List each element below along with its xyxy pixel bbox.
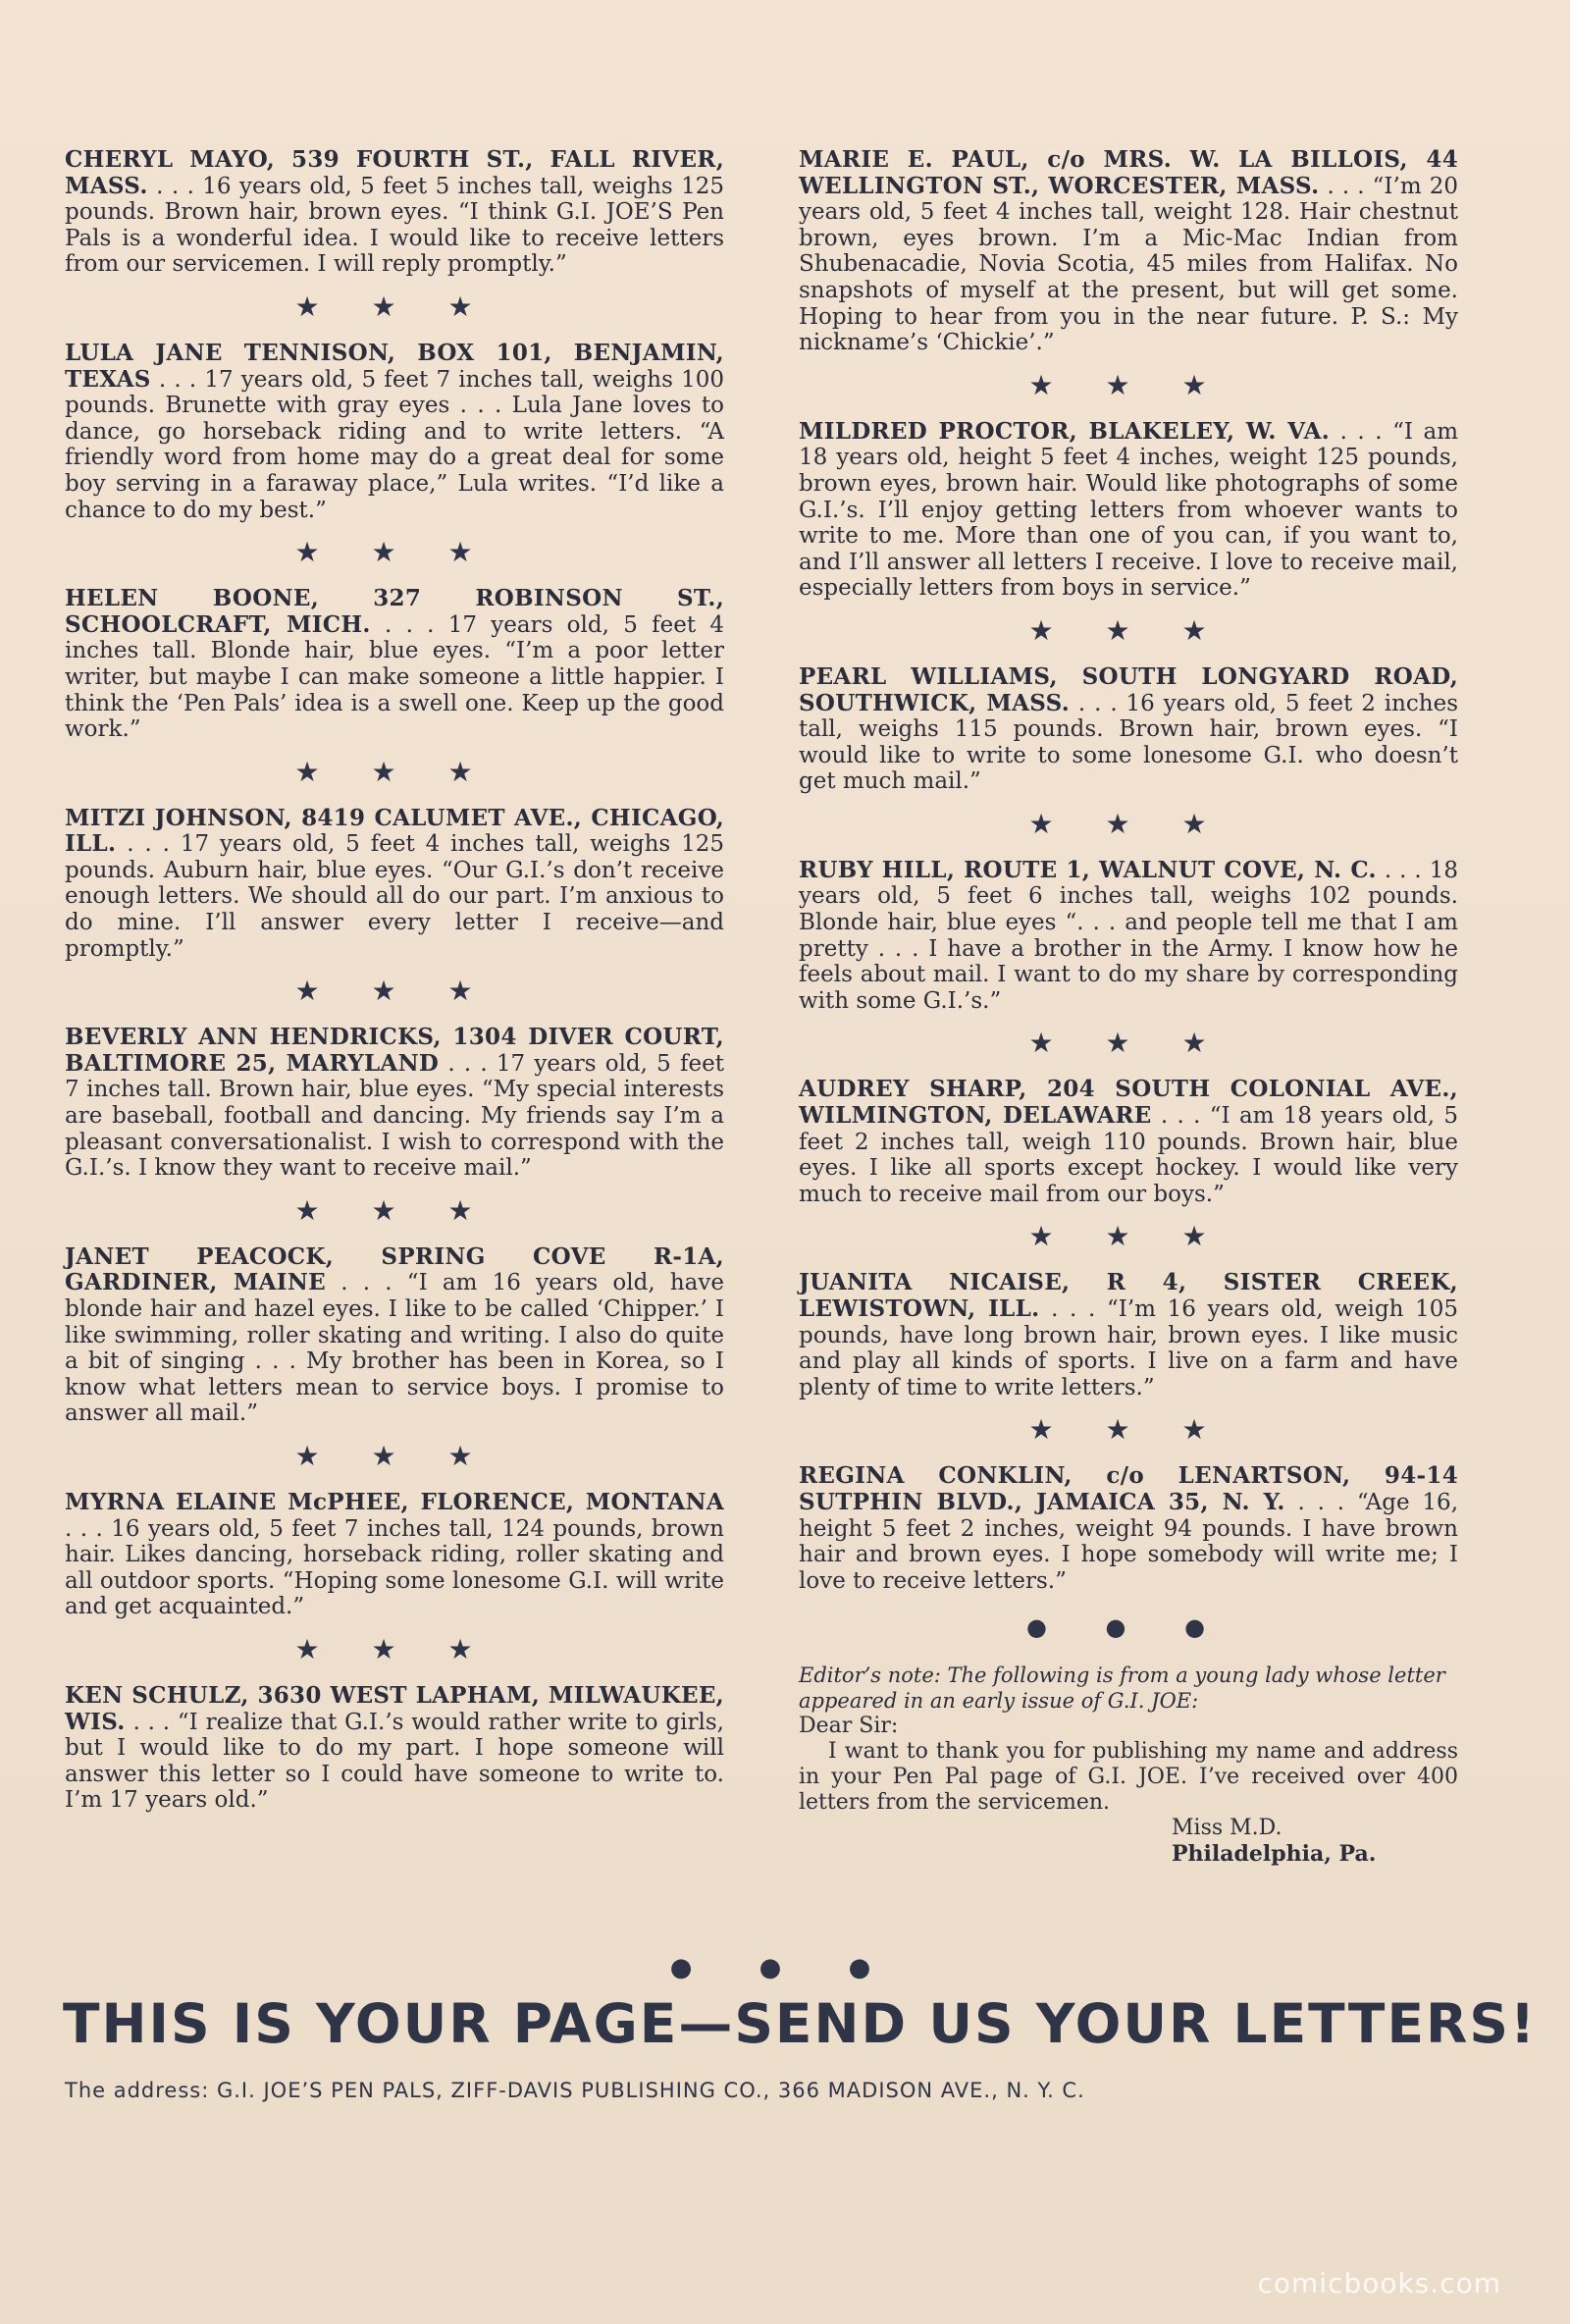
entry-heading: MYRNA ELAINE McPHEE, FLORENCE, MONTANA xyxy=(65,1488,724,1515)
letter-signature xyxy=(1172,1816,1458,1867)
pen-pal-entry xyxy=(65,586,724,743)
pen-pal-entry xyxy=(799,419,1458,602)
letter-body: I want to thank you for publishing my name and address in your Pen Pal page of G.I. JOE. I’ve received over 400 letters from the servicemen. xyxy=(799,1739,1458,1816)
dot-separator: ● ● ● xyxy=(669,1953,901,1982)
pen-pal-entry xyxy=(799,664,1458,795)
editor-note xyxy=(799,1663,1458,1867)
entry-body: . . . 17 years old, 5 feet 7 inches tall. Brown hair, blue eyes. “My special interests are baseball, football and dancing. My friends say I’m a pleasant conversationalist. I wish to correspond with the G.I.’s. I know they want to receive mail.” xyxy=(65,1050,724,1182)
entry-heading: HELEN BOONE, 327 ROBINSON ST., SCHOOLCRAFT, MICH. xyxy=(65,585,724,638)
star-separator: ★ ★ ★ xyxy=(1028,1027,1229,1060)
entry-body: . . . “I’m 20 years old, 5 feet 4 inches tall, weight 128. Hair chestnut brown, eyes brown. I’m a Mic-Mac Indian from Shubenacadie, Novia Scotia, 45 miles from Halifax. No snapshots of myself at the present, but will get some. Hoping to hear from you in the near future. P. S.: My nickname’s ‘Chickie’.” xyxy=(799,173,1458,356)
star-separator: ★ ★ ★ xyxy=(1028,1413,1229,1447)
pen-pal-entry xyxy=(799,1077,1458,1207)
entry-heading: BEVERLY ANN HENDRICKS, 1304 DIVER COURT, BALTIMORE 25, MARYLAND xyxy=(65,1024,724,1077)
entry-body: . . . “I’m 16 years old, weigh 105 pounds, have long brown hair, brown eyes. I like music and play all kinds of sports. I live on a farm and have plenty of time to write letters.” xyxy=(799,1296,1459,1400)
star-separator: ★ ★ ★ xyxy=(294,755,495,788)
entry-body: . . . 17 years old, 5 feet 4 inches tall. Blonde hair, blue eyes. “I’m a poor letter writer, but maybe I can make someone a little happier. I think the ‘Pen Pals’ idea is a swell one. Keep up the good work.” xyxy=(65,611,724,743)
star-separator: ★ ★ ★ xyxy=(294,536,495,569)
star-separator: ★ ★ ★ xyxy=(294,1439,495,1472)
pen-pal-entry xyxy=(65,1490,724,1620)
entry-heading: CHERYL MAYO, 539 FOURTH ST., FALL RIVER, MASS. xyxy=(65,146,724,199)
entry-heading: MILDRED PROCTOR, BLAKELEY, W. VA. xyxy=(799,417,1331,445)
letter-salutation: Dear Sir: xyxy=(799,1714,899,1739)
pen-pal-entry xyxy=(799,1463,1458,1594)
entry-heading: JUANITA NICAISE, R 4, SISTER CREEK, LEWISTOWN, ILL. xyxy=(799,1269,1458,1322)
page-banner: THIS IS YOUR PAGE—SEND US YOUR LETTERS! xyxy=(63,1992,1538,2055)
editor-note-intro: Editor’s note: The following is from a young lady whose letter appeared in an early issue of G.I. JOE: xyxy=(799,1664,1445,1714)
signature-name: Miss M.D. xyxy=(1172,1816,1282,1841)
entry-body: . . . 16 years old, 5 feet 2 inches tall, weighs 115 pounds. Brown hair, brown eyes. “I would like to write to some lonesome G.I. who doesn’t get much mail.” xyxy=(799,690,1458,795)
star-separator: ★ ★ ★ xyxy=(294,975,495,1008)
entry-body: . . . 16 years old, 5 feet 7 inches tall, 124 pounds, brown hair. Likes dancing, horseback riding, roller skating and all outdoor sports. “Hoping some lonesome G.I. will write and get acquainted.” xyxy=(65,1515,724,1620)
watermark: comicbooks.com xyxy=(1257,2267,1501,2299)
entry-body: . . . “I am 18 years old, height 5 feet 4 inches, weight 125 pounds, brown eyes, brown hair. Would like photographs of some G.I.’s. I’ll enjoy getting letters from whoever wants to write to me. More than one of you can, if you want to, and I’ll answer all letters I receive. I love to receive mail, especially letters from boys in service.” xyxy=(799,418,1459,602)
entry-heading: JANET PEACOCK, SPRING COVE R-1A, GARDINER, MAINE xyxy=(65,1242,724,1296)
entry-body: . . . “I am 18 years old, 5 feet 2 inches tall, weigh 110 pounds. Brown hair, blue eyes. I like all sports except hockey. I would like very much to receive mail from our boys.” xyxy=(799,1103,1458,1207)
entry-body: . . . 17 years old, 5 feet 7 inches tall, weighs 100 pounds. Brunette with gray eyes . . . Lula Jane loves to dance, go horseback riding and to write letters. “A friendly word from home may do a great deal for some boy serving in a faraway place,” Lula writes. “I’d like a chance to do my best.” xyxy=(65,366,724,523)
pen-pal-entry xyxy=(799,1270,1458,1400)
dot-separator: ● ● ● xyxy=(1025,1613,1231,1642)
entry-body: . . . “I realize that G.I.’s would rather write to girls, but I would like to do my part. I hope someone will answer this letter so I could have someone to write to. I’m 17 years old.” xyxy=(65,1709,724,1814)
entry-heading: PEARL WILLIAMS, SOUTH LONGYARD ROAD, SOUTHWICK, MASS. xyxy=(799,662,1458,716)
entry-heading: MARIE E. PAUL, c/o MRS. W. LA BILLOIS, 44 WELLINGTON ST., WORCESTER, MASS. xyxy=(799,146,1458,199)
star-separator: ★ ★ ★ xyxy=(1028,1220,1229,1253)
entry-body: . . . 16 years old, 5 feet 5 inches tall, weighs 125 pounds. Brown hair, brown eyes. “I think G.I. JOE’S Pen Pals is a wonderful idea. I would like to receive letters from our servicemen. I will reply promptly.” xyxy=(65,173,724,278)
star-separator: ★ ★ ★ xyxy=(1028,807,1229,840)
entry-body: . . . “I am 16 years old, have blonde hair and hazel eyes. I like to be called ‘Chipper.’ I like swimming, roller skating and writing. I also do quite a bit of singing . . . My brother has been in Korea, so I know what letters mean to service boys. I promise to answer all mail.” xyxy=(65,1270,724,1427)
entry-heading: REGINA CONKLIN, c/o LENARTSON, 94-14 SUTPHIN BLVD., JAMAICA 35, N. Y. xyxy=(799,1462,1458,1515)
pen-pal-entry xyxy=(65,1025,724,1182)
pen-pal-entry xyxy=(65,1683,724,1814)
entry-body: . . . 17 years old, 5 feet 4 inches tall, weighs 125 pounds. Auburn hair, blue eyes. “Our G.I.’s don’t receive enough letters. We should all do our part. I’m anxious to do mine. I’ll answer every letter I receive—and promptly.” xyxy=(65,831,724,962)
star-separator: ★ ★ ★ xyxy=(1028,613,1229,647)
entry-body: . . . 18 years old, 5 feet 6 inches tall, weighs 102 pounds. Blonde hair, blue eyes “. . . and people tell me that I am pretty . . . I have a brother in the Army. I know how he feels about mail. I want to do my share by corresponding with some G.I.’s.” xyxy=(799,857,1458,1014)
mailing-address: The address: G.I. JOE’S PEN PALS, ZIFF-DAVIS PUBLISHING CO., 366 MADISON AVE., N. Y. C. xyxy=(65,2079,1085,2102)
star-separator: ★ ★ ★ xyxy=(294,1193,495,1227)
entry-body: . . . “Age 16, height 5 feet 2 inches, weight 94 pounds. I have brown hair and brown eyes. I hope somebody will write me; I love to receive letters.” xyxy=(799,1489,1458,1594)
entry-heading: AUDREY SHARP, 204 SOUTH COLONIAL AVE., WILMINGTON, DELAWARE xyxy=(799,1076,1458,1130)
entry-heading: MITZI JOHNSON, 8419 CALUMET AVE., CHICAGO, ILL. xyxy=(65,804,724,858)
entry-heading: RUBY HILL, ROUTE 1, WALNUT COVE, N. C. xyxy=(799,856,1377,883)
entry-heading: LULA JANE TENNISON, BOX 101, BENJAMIN, TEXAS xyxy=(65,339,724,393)
star-separator: ★ ★ ★ xyxy=(1028,368,1229,401)
pen-pal-entry xyxy=(65,1244,724,1427)
star-separator: ★ ★ ★ xyxy=(294,290,495,323)
entry-heading: KEN SCHULZ, 3630 WEST LAPHAM, MILWAUKEE, WIS. xyxy=(65,1681,724,1735)
signature-place: Philadelphia, Pa. xyxy=(1172,1841,1377,1868)
pen-pal-entry xyxy=(799,858,1458,1015)
left-column xyxy=(65,147,724,1814)
pen-pal-entry xyxy=(799,147,1458,356)
pen-pal-entry xyxy=(65,147,724,278)
pen-pal-entry xyxy=(65,806,724,963)
pen-pal-entry xyxy=(65,341,724,523)
star-separator: ★ ★ ★ xyxy=(294,1632,495,1665)
right-column xyxy=(799,147,1458,1867)
